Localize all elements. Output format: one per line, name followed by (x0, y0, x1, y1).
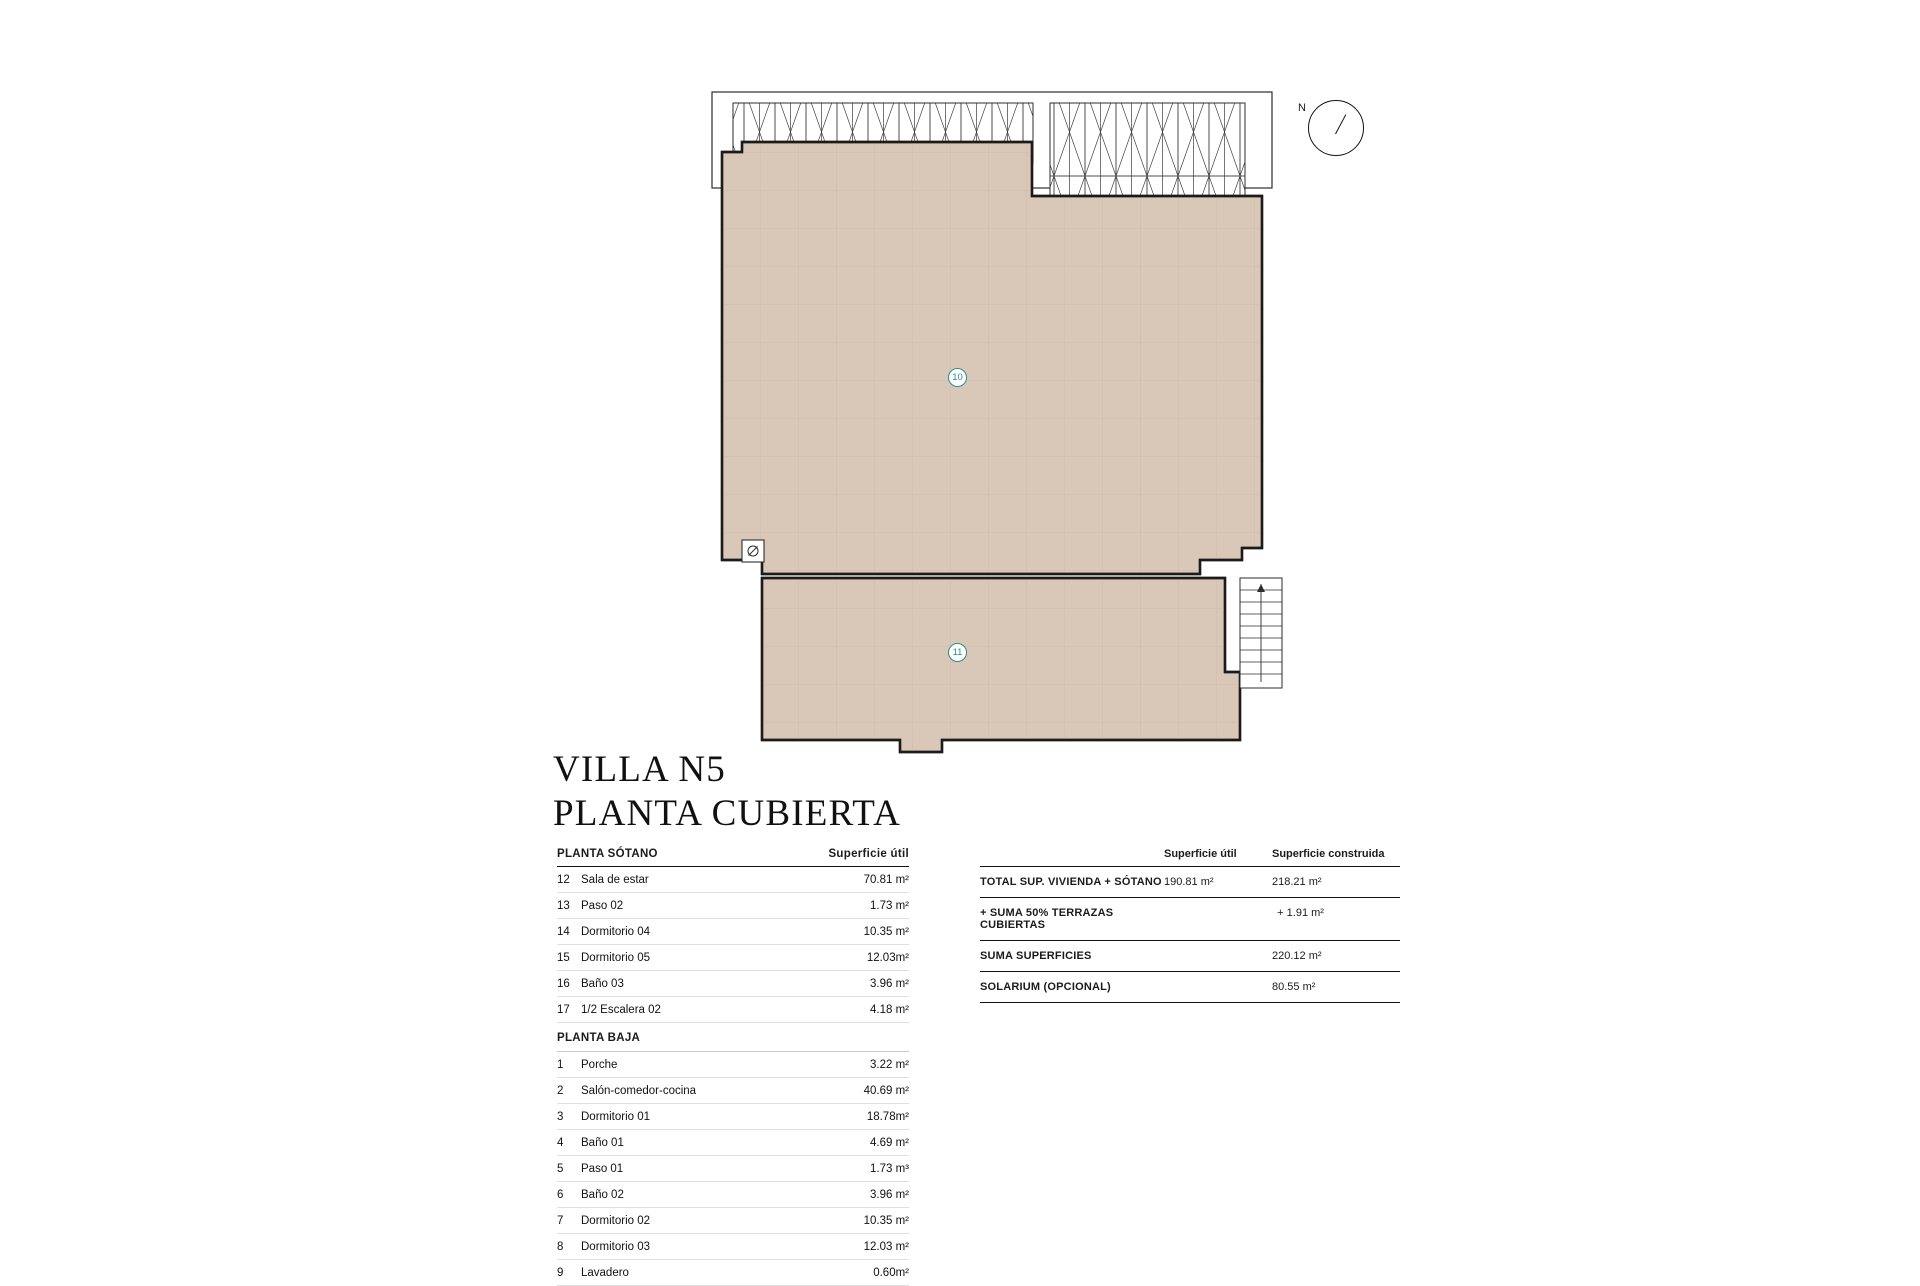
row-label: Dormitorio 05 (581, 951, 651, 964)
row-label: Porche (581, 1058, 618, 1071)
ground-floor-header: PLANTA BAJA (557, 1023, 909, 1052)
totals-useful-header: Superficie útil (1164, 848, 1237, 860)
roof-drain-box (742, 540, 764, 562)
row-label: Dormitorio 03 (581, 1240, 651, 1253)
row-number: 17 (557, 1003, 570, 1016)
row-area: 4.18 m² (870, 1003, 909, 1016)
row-area: 4.69 m² (870, 1136, 909, 1149)
table-row (557, 1260, 909, 1286)
row-label: Dormitorio 04 (581, 925, 651, 938)
totals-row-label: + SUMA 50% TERRAZAS CUBIERTAS (980, 907, 1114, 931)
row-label: Dormitorio 02 (581, 1214, 651, 1227)
table-row (557, 1104, 909, 1130)
row-number: 15 (557, 951, 570, 964)
title-villa: VILLA N5 (553, 749, 726, 790)
row-number: 16 (557, 977, 570, 990)
totals-built-value: 80.55 m² (1272, 981, 1316, 993)
totals-row-label: TOTAL SUP. VIVIENDA + SÓTANO (980, 876, 1162, 888)
row-label: Paso 01 (581, 1162, 624, 1175)
row-number: 9 (557, 1266, 564, 1279)
row-label: 1/2 Escalera 02 (581, 1003, 661, 1016)
row-label: Baño 02 (581, 1188, 624, 1201)
compass-north-label: N (1298, 102, 1307, 114)
totals-table (980, 848, 1400, 1003)
row-label: Paso 02 (581, 899, 624, 912)
compass-rose (1298, 90, 1368, 160)
row-number: 4 (557, 1136, 564, 1149)
room-tag-10: 10 (948, 368, 967, 387)
totals-built-value: 220.12 m² (1272, 950, 1322, 962)
row-area: 12.03 m² (863, 1240, 909, 1253)
table-row (557, 893, 909, 919)
row-number: 2 (557, 1084, 564, 1097)
totals-rows (980, 866, 1400, 1003)
table-row (557, 945, 909, 971)
totals-row-label: SUMA SUPERFICIES (980, 950, 1092, 962)
row-area: 3.96 m² (870, 1188, 909, 1201)
table-row (557, 919, 909, 945)
table-row (557, 1052, 909, 1078)
page-title (553, 748, 901, 836)
totals-row (980, 897, 1400, 940)
row-label: Sala de estar (581, 873, 649, 886)
table-row (557, 1078, 909, 1104)
row-number: 8 (557, 1240, 564, 1253)
totals-row (980, 866, 1400, 897)
table-row (557, 1130, 909, 1156)
totals-built-header: Superficie construida (1272, 848, 1385, 860)
row-area: 1.73 m³ (870, 1162, 909, 1175)
table-row (557, 1234, 909, 1260)
table-row (557, 867, 909, 893)
totals-row-label: SOLARIUM (OPCIONAL) (980, 981, 1111, 993)
row-area: 3.96 m² (870, 977, 909, 990)
ground-floor-rows (557, 1052, 909, 1286)
row-area: 10.35 m² (863, 1214, 909, 1227)
totals-useful-value: 190.81 m² (1164, 876, 1214, 888)
row-area: 70.81 m² (863, 873, 909, 886)
basement-header-label: PLANTA SÓTANO (557, 848, 658, 860)
row-label: Baño 01 (581, 1136, 624, 1149)
totals-header-row (980, 848, 1400, 866)
row-area: 12.03m² (866, 951, 909, 964)
table-row (557, 971, 909, 997)
totals-built-value: + 1.91 m² (1277, 907, 1324, 919)
table-row (557, 1208, 909, 1234)
row-area: 40.69 m² (863, 1084, 909, 1097)
basement-rows (557, 867, 909, 1023)
row-area: 3.22 m² (870, 1058, 909, 1071)
row-number: 5 (557, 1162, 564, 1175)
row-number: 12 (557, 873, 570, 886)
totals-row (980, 971, 1400, 1003)
useful-area-header: Superficie útil (828, 848, 909, 860)
room-tag-11: 11 (948, 643, 967, 662)
title-floor: PLANTA CUBIERTA (553, 793, 902, 834)
row-label: Lavadero (581, 1266, 629, 1279)
row-label: Salón-comedor-cocina (581, 1084, 697, 1097)
row-number: 1 (557, 1058, 564, 1071)
row-area: 18.78m² (866, 1110, 909, 1123)
row-number: 3 (557, 1110, 564, 1123)
row-number: 14 (557, 925, 570, 938)
row-number: 6 (557, 1188, 564, 1201)
row-area: 10.35 m² (863, 925, 909, 938)
row-label: Dormitorio 01 (581, 1110, 651, 1123)
table-row (557, 997, 909, 1023)
basement-header-row (557, 848, 909, 867)
totals-built-value: 218.21 m² (1272, 876, 1322, 888)
table-row (557, 1182, 909, 1208)
roof-area-11 (762, 578, 1240, 752)
row-area: 1.73 m² (870, 899, 909, 912)
row-number: 13 (557, 899, 570, 912)
roof-area-10 (722, 142, 1262, 574)
row-number: 7 (557, 1214, 564, 1227)
table-row (557, 1156, 909, 1182)
surface-schedule-table (557, 848, 909, 1286)
totals-row (980, 940, 1400, 971)
row-area: 0.60m² (873, 1266, 909, 1279)
stair-symbol (1240, 578, 1282, 688)
row-label: Baño 03 (581, 977, 624, 990)
compass-circle (1308, 100, 1364, 156)
